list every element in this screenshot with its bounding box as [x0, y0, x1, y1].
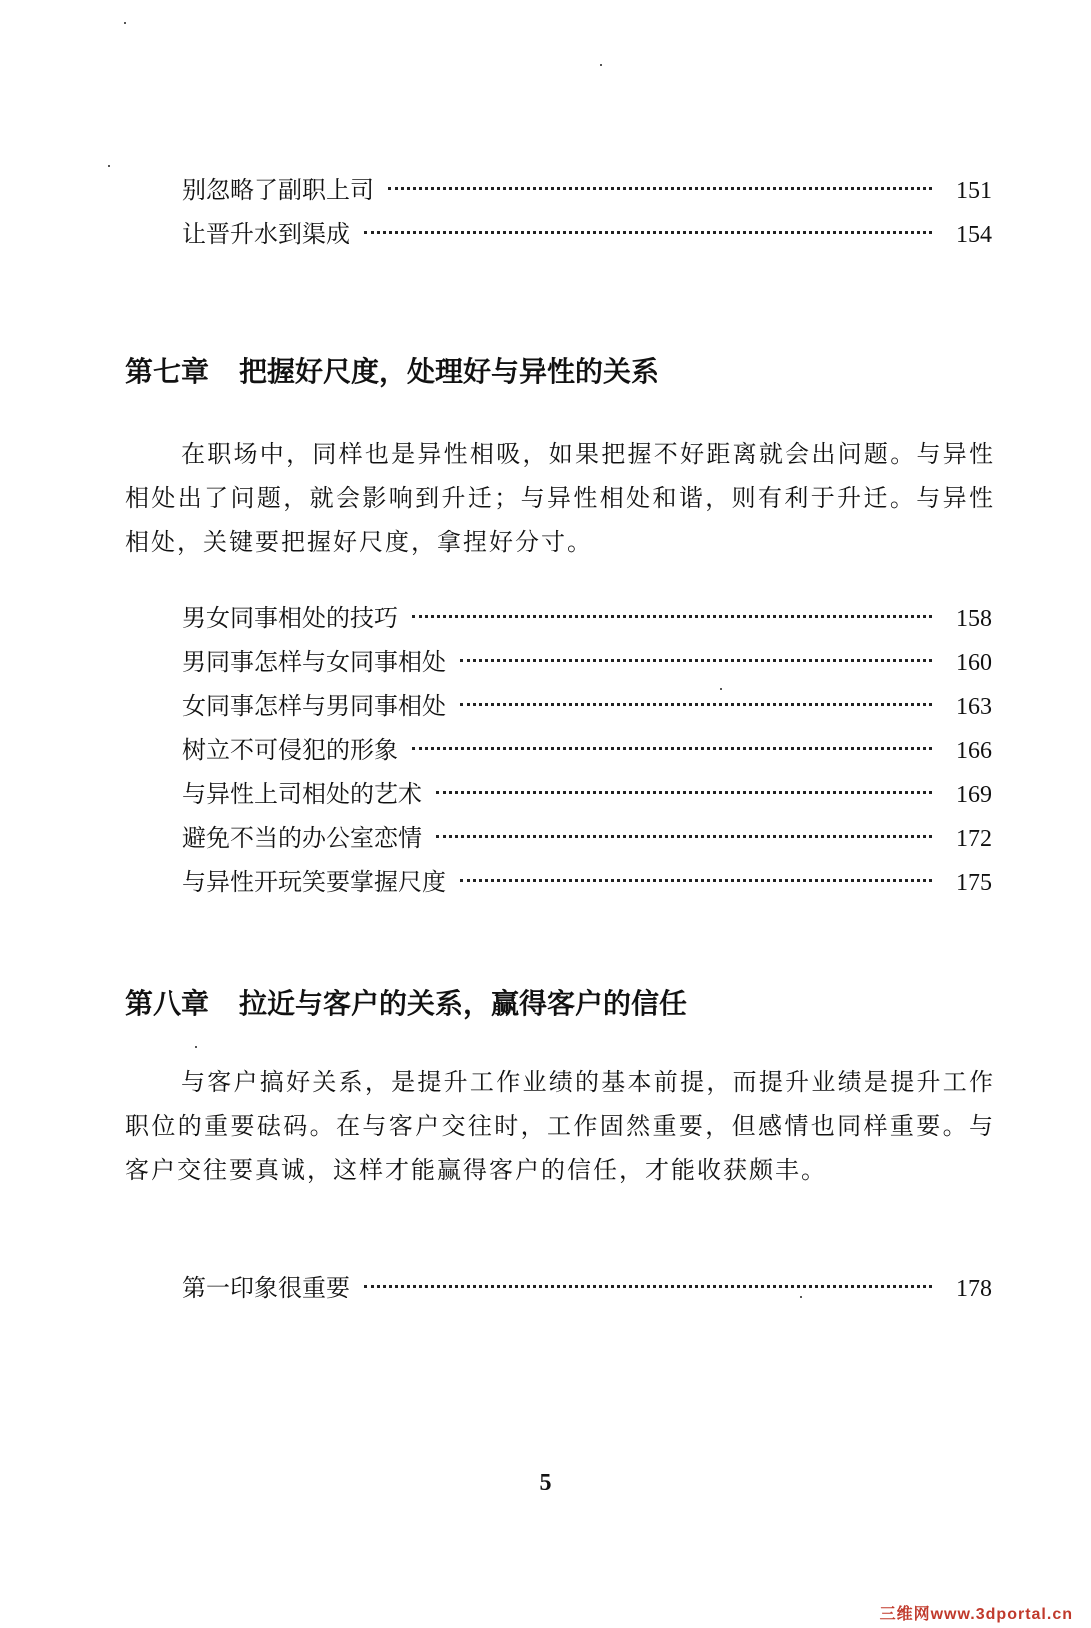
toc-leader-dots — [436, 791, 932, 794]
watermark-text: 三维网www.3dportal.cn — [879, 1606, 1073, 1623]
toc-entry[interactable] — [182, 168, 992, 212]
toc-entry-page: 158 — [956, 606, 992, 632]
toc-entry-title: 与异性上司相处的艺术 — [182, 780, 422, 808]
toc-entry[interactable] — [182, 596, 992, 640]
chapter-7-title: 把握好尺度，处理好与异性的关系 — [239, 355, 660, 388]
toc-leader-dots — [388, 187, 932, 190]
toc-leader-dots — [460, 879, 932, 882]
toc-entry-title: 让晋升水到渠成 — [182, 220, 350, 248]
toc-list-top — [182, 168, 992, 256]
toc-entry-page: 172 — [956, 826, 992, 852]
toc-entry[interactable] — [182, 816, 992, 860]
toc-entry[interactable] — [182, 212, 992, 256]
toc-entry[interactable] — [182, 1266, 992, 1310]
toc-entry[interactable] — [182, 640, 992, 684]
toc-entry-title: 男女同事相处的技巧 — [182, 604, 398, 632]
chapter-7-heading[interactable] — [125, 350, 659, 390]
toc-entry[interactable] — [182, 772, 992, 816]
toc-leader-dots — [460, 659, 932, 662]
toc-leader-dots — [364, 231, 932, 234]
toc-list-chapter-8 — [182, 1266, 992, 1310]
chapter-8-number: 第八章 — [125, 987, 210, 1020]
scan-speck — [195, 1046, 197, 1048]
toc-entry-title: 女同事怎样与男同事相处 — [182, 692, 446, 720]
toc-entry[interactable] — [182, 860, 992, 904]
chapter-7-intro: 在职场中，同样也是异性相吸，如果把握不好距离就会出问题。与异性相处出了问题，就会影响到升迁；与异性相处和谐，则有利于升迁。与异性相处，关键要把握好尺度，拿捏好分寸。 — [125, 440, 995, 556]
toc-entry-title: 别忽略了副职上司 — [182, 176, 374, 204]
toc-leader-dots — [460, 703, 932, 706]
toc-entry-page: 169 — [956, 782, 992, 808]
toc-entry-title: 第一印象很重要 — [182, 1274, 350, 1302]
toc-leader-dots — [436, 835, 932, 838]
toc-leader-dots — [364, 1285, 932, 1288]
toc-entry-title: 避免不当的办公室恋情 — [182, 824, 422, 852]
toc-entry-title: 与异性开玩笑要掌握尺度 — [182, 868, 446, 896]
scan-speck — [108, 165, 110, 167]
page-number: 5 — [539, 1470, 552, 1496]
toc-leader-dots — [412, 615, 932, 618]
scan-speck — [720, 688, 722, 690]
toc-entry-page: 175 — [956, 870, 992, 896]
toc-entry-page: 151 — [956, 178, 992, 204]
toc-list-chapter-7 — [182, 596, 992, 904]
toc-entry-title: 树立不可侵犯的形象 — [182, 736, 398, 764]
toc-entry-page: 154 — [956, 222, 992, 248]
chapter-8-intro: 与客户搞好关系，是提升工作业绩的基本前提，而提升业绩是提升工作职位的重要砝码。在与客户交往时，工作固然重要，但感情也同样重要。与客户交往要真诚，这样才能赢得客户的信任，才能收获颇丰。 — [125, 1068, 995, 1184]
scan-speck — [800, 1296, 802, 1298]
toc-leader-dots — [412, 747, 932, 750]
toc-entry-title: 男同事怎样与女同事相处 — [182, 648, 446, 676]
chapter-8-title: 拉近与客户的关系，赢得客户的信任 — [239, 987, 688, 1020]
toc-entry-page: 160 — [956, 650, 992, 676]
scan-speck — [124, 22, 126, 24]
toc-entry-page: 178 — [956, 1276, 992, 1302]
toc-entry-page: 166 — [956, 738, 992, 764]
chapter-7-number: 第七章 — [125, 355, 210, 388]
toc-entry[interactable] — [182, 684, 992, 728]
chapter-8-heading[interactable] — [125, 982, 687, 1022]
toc-entry[interactable] — [182, 728, 992, 772]
scan-speck — [600, 64, 602, 66]
toc-entry-page: 163 — [956, 694, 992, 720]
